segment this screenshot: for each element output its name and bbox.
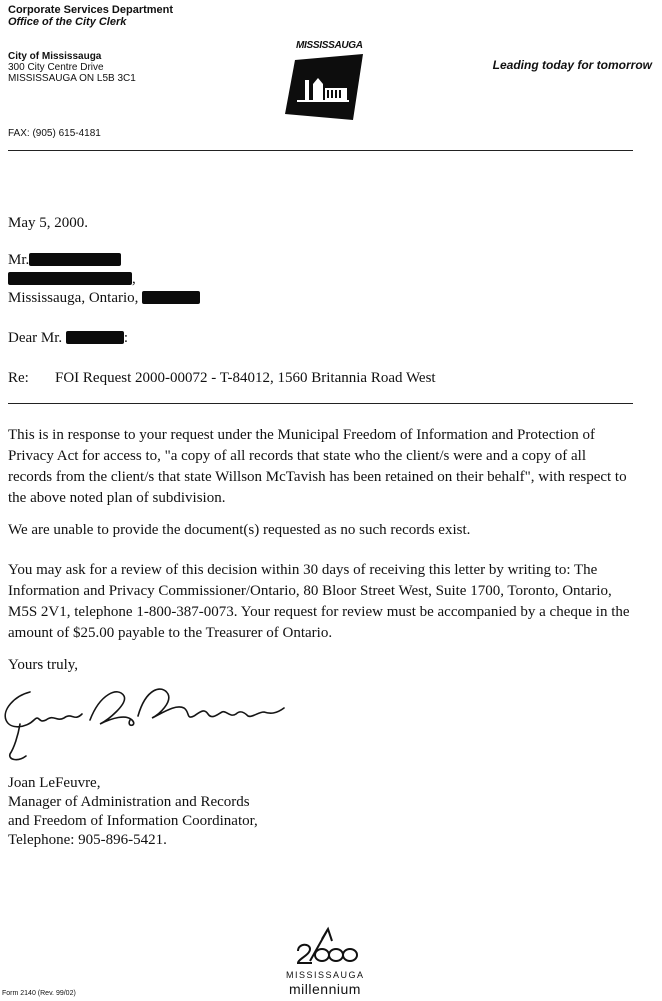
letter-date: May 5, 2000. <box>8 215 88 231</box>
subject-divider <box>8 403 633 404</box>
recipient-street-line <box>8 269 633 289</box>
salutation <box>8 328 633 348</box>
handwritten-signature <box>0 684 320 774</box>
millennium-wordmark-bottom: millennium <box>289 981 361 997</box>
recipient-city: Mississauga, Ontario, <box>8 290 139 306</box>
signer-name: Joan LeFeuvre, <box>8 775 101 791</box>
salutation-text: Dear Mr. <box>8 330 63 346</box>
paragraph-request: This is in response to your request under the Municipal Freedom of Information and Protection of Privacy Act for access to, "a copy of all records that state who the client/s were and a copy of all records from the client/s that state Willson McTavish has been retained on their behalf", with respect to the above noted plan of subdivision. <box>8 427 627 506</box>
re-label: Re: <box>8 370 29 386</box>
paragraph-no-records: We are unable to provide the document(s) requested as no such records exist. <box>8 522 471 538</box>
header-divider <box>8 150 633 151</box>
signer-title-1: Manager of Administration and Records <box>8 794 250 810</box>
paragraph-review: You may ask for a review of this decision within 30 days of receiving this letter by writing to: The Information and Privacy Commissioner/Ontario, 80 Bloor Street West, Suite 1700, Toronto, Ontario, M5S 2V1, telephone 1-800-387-0073. Your request for review must be accompanied by a cheque in the amount of $25.00 payable to the Treasurer of Ontario. <box>8 562 630 641</box>
redaction-block <box>66 331 124 344</box>
fax-number: FAX: (905) 615-4181 <box>8 128 101 139</box>
redaction-block <box>8 272 132 285</box>
closing: Yours truly, <box>8 657 79 673</box>
office-name: Office of the City Clerk <box>8 16 127 28</box>
mississauga-logo-icon <box>283 42 363 122</box>
redaction-block <box>29 253 121 266</box>
millennium-wordmark-top: MISSISSAUGA <box>286 970 365 980</box>
address-line-1: 300 City Centre Drive <box>8 62 104 73</box>
tagline: Leading today for tomorrow <box>492 58 652 72</box>
department-name: Corporate Services Department <box>8 4 174 16</box>
subject-line: FOI Request 2000-00072 - T-84012, 1560 Britannia Road West <box>55 370 436 386</box>
salutation-colon: : <box>123 330 129 346</box>
logo-wordmark: MISSISSAUGA <box>296 40 363 51</box>
recipient-name-line <box>8 250 633 270</box>
city-name: City of Mississauga <box>8 51 102 62</box>
address-line-2: MISSISSAUGA ON L5B 3C1 <box>8 73 136 84</box>
recipient-prefix: Mr. <box>8 252 30 268</box>
form-number: Form 2140 (Rev. 99/02) <box>2 990 76 997</box>
signer-phone: Telephone: 905-896-5421. <box>8 832 167 848</box>
recipient-city-line <box>8 288 633 308</box>
millennium-2000-logo-icon <box>288 925 358 965</box>
redaction-block <box>142 291 200 304</box>
street-comma: , <box>132 271 136 287</box>
signer-title-2: and Freedom of Information Coordinator, <box>8 813 258 829</box>
